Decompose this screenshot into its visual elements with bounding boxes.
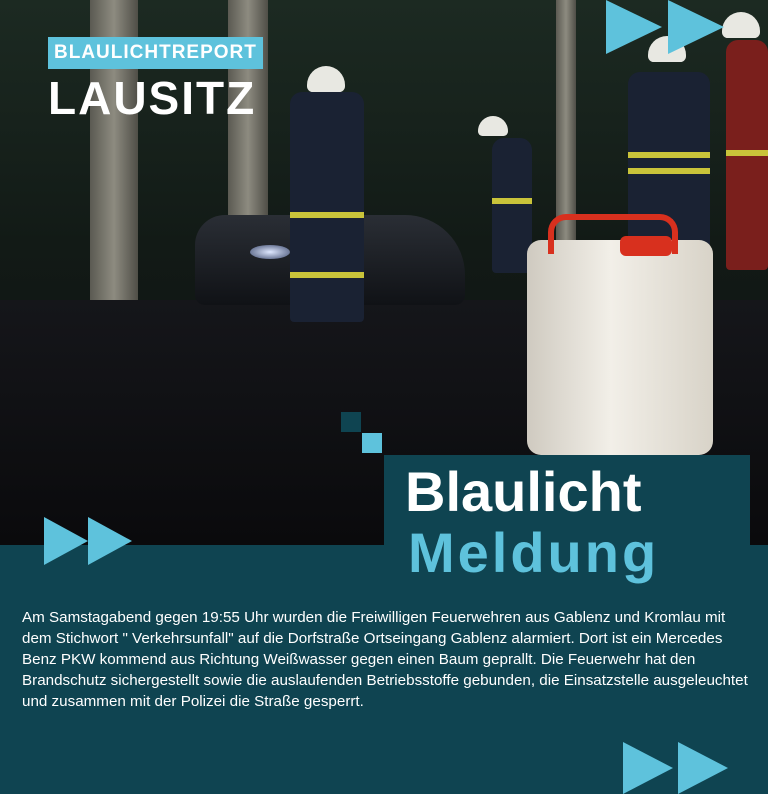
headline-line1: Blaulicht (405, 460, 642, 523)
article-text: Am Samstagabend gegen 19:55 Uhr wurden die Freiwilligen Feuerwehren aus Gablenz und Kromlau mit dem Stichwort " Verkehrsunfall" auf die Dorfstraße Ortseingang Gablenz alarmiert. Dort ist ein Mercedes Benz PKW kommend aus Richtung Weißwasser gegen einen Baum geprallt. Die Feuerwehr hat den Brandschutz sichergestellt sowie die auslaufenden Betriebsstoffe gebunden, die Einsatzstelle ausgeleuchtet und zusammen mit der Polizei die Straße gesperrt. (22, 609, 748, 710)
brand-title: LAUSITZ (48, 72, 257, 124)
canister-cap (620, 236, 672, 256)
fuel-canister (527, 240, 713, 455)
firefighter-helmet (307, 66, 345, 92)
decor-square (341, 412, 361, 432)
firefighter-helmet (722, 12, 760, 38)
firefighter (492, 138, 532, 273)
headline-line2: Meldung (408, 521, 660, 584)
firefighter (726, 40, 768, 270)
firefighter (290, 92, 364, 322)
firefighter-helmet (478, 116, 508, 136)
decor-square (362, 433, 382, 453)
brand-tagline: BLAULICHTREPORT (48, 37, 263, 69)
car-headlight (250, 245, 290, 259)
